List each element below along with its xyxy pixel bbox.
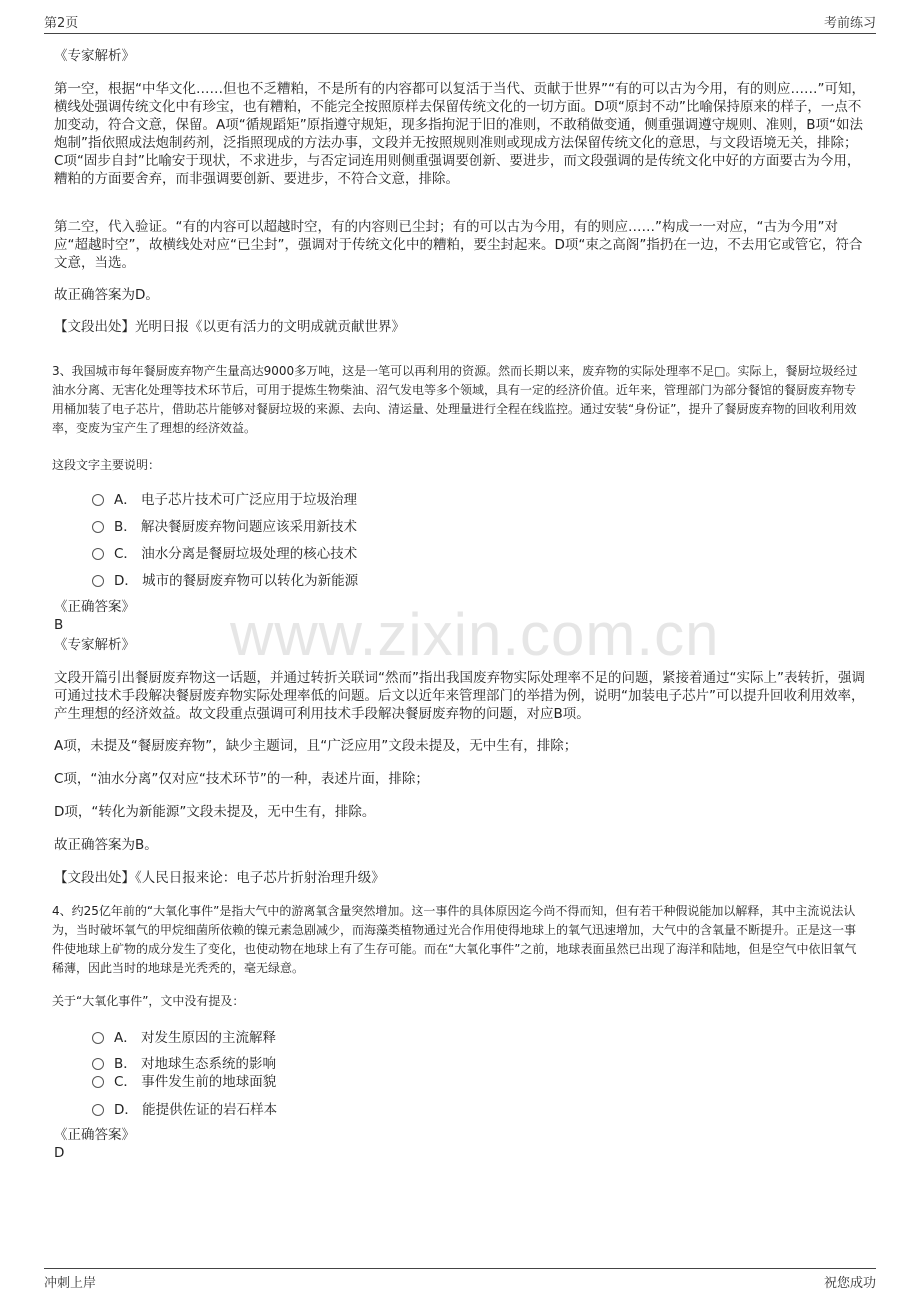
- passage-source: 【文段出处】《人民日报来论：电子芯片折射治理升级》: [54, 870, 385, 886]
- radio-icon[interactable]: [92, 1076, 104, 1088]
- footer-right-text: 祝您成功: [823, 1276, 876, 1291]
- analysis-paragraph: 第二空，代入验证。“有的内容可以超越时空，有的内容则已尘封；有的可以古为今用，有的则应……”构成一一对应，“古为今用”对应“超越时空”，故横线处对应“已尘封”，强调对于传统文化中的糟粕，要尘封起来。D项“束之高阁”指扔在一边，不去用它或管它，符合文意，当选。: [54, 219, 863, 271]
- answer-label: 《正确答案》: [54, 599, 135, 615]
- question-prompt: 关于“大氧化事件”，文中没有提及：: [52, 994, 245, 1008]
- option-c[interactable]: C． 油水分离是餐厨垃圾处理的核心技术: [92, 541, 358, 563]
- option-list: [54, 487, 358, 590]
- correct-answer: B: [54, 617, 64, 633]
- analysis-paragraph: 文段开篇引出餐厨废弃物这一话题，并通过转折关联词“然而”指出我国废弃物实际处理率不足的问题，紧接着通过“实际上”表转折，强调可通过技术手段解决餐厨废弃物实际处理率低的问题。后文以近年来管理部门的举措为例，说明“加装电子芯片”可以提升回收利用效率，产生理想的经济效益。故文段重点强调可利用技术手段解决餐厨废弃物的问题，对应B项。: [54, 670, 865, 722]
- radio-icon[interactable]: [92, 575, 104, 587]
- option-list: [54, 1025, 277, 1119]
- watermark: www.zixin.com.cn: [230, 601, 720, 668]
- question-stem: 3、我国城市每年餐厨废弃物产生量高达9000多万吨，这是一笔可以再利用的资源。然而长期以来，废弃物的实际处理率不足□。实际上，餐厨垃圾经过油水分离、无害化处理等技术环节后，可用于提炼生物柴油、沼气发电等多个领域，具有一定的经济价值。近年来，管理部门为部分餐馆的餐厨废弃物专用桶加装了电子芯片，借助芯片能够对餐厨垃圾的来源、去向、清运量、处理量进行全程在线监控。通过安装“身份证”，提升了餐厨废弃物的回收利用效率，变废为宝产生了理想的经济效益。: [52, 364, 858, 435]
- option-b[interactable]: B． 解决餐厨废弃物问题应该采用新技术: [92, 514, 358, 536]
- header-title: 考前练习: [823, 16, 876, 31]
- question-prompt: 这段文字主要说明：: [52, 458, 161, 472]
- option-a[interactable]: A． 电子芯片技术可广泛应用于垃圾治理: [92, 487, 358, 509]
- option-a[interactable]: A． 对发生原因的主流解释: [92, 1025, 277, 1047]
- footer-left-text: 冲刺上岸: [44, 1276, 97, 1291]
- answer-label: 《正确答案》: [54, 1127, 135, 1143]
- analysis-option-a: A项，未提及“餐厨废弃物”，缺少主题词，且“广泛应用”文段未提及，无中生有，排除；: [54, 738, 578, 754]
- option-d[interactable]: D． 能提供佐证的岩石样本: [92, 1097, 277, 1119]
- option-d[interactable]: D． 城市的餐厨废弃物可以转化为新能源: [92, 568, 358, 590]
- analysis-option-d: D项，“转化为新能源”文段未提及，无中生有，排除。: [54, 804, 376, 820]
- radio-icon[interactable]: [92, 521, 104, 533]
- radio-icon[interactable]: [92, 1032, 104, 1044]
- analysis-label: 《专家解析》: [54, 48, 135, 64]
- page-header: [44, 12, 876, 32]
- page-number: 第2页: [44, 16, 79, 31]
- option-b[interactable]: B． 对地球生态系统的影响: [92, 1053, 277, 1071]
- radio-icon[interactable]: [92, 548, 104, 560]
- radio-icon[interactable]: [92, 494, 104, 506]
- analysis-option-c: C项，“油水分离”仅对应“技术环节”的一种，表述片面，排除；: [54, 771, 429, 787]
- radio-icon[interactable]: [92, 1104, 104, 1116]
- option-c[interactable]: C． 事件发生前的地球面貌: [92, 1071, 277, 1089]
- radio-icon[interactable]: [92, 1058, 104, 1070]
- footer-divider: [44, 1268, 876, 1269]
- page-footer: [44, 1272, 876, 1292]
- passage-source: 【文段出处】光明日报《以更有活力的文明成就贡献世界》: [54, 319, 405, 335]
- correct-answer: D: [54, 1145, 65, 1161]
- analysis-paragraph: 第一空，根据“中华文化……但也不乏糟粕，不是所有的内容都可以复活于当代、贡献于世界”“有的可以古为今用，有的则应……”可知，横线处强调传统文化中有珍宝，也有糟粕，不能完全按照原样去保留传统文化的一切方面。D项“原封不动”比喻保持原来的样子，一点不加变动，符合文意，保留。A项“循规蹈矩”原指遵守规矩，现多指拘泥于旧的准则，不敢稍做变通，侧重强调遵守规则、准则，B项“如法炮制”指依照成法炮制药剂，泛指照现成的方法办事，文段并无按照规则准则或现成方法保留传统文化的意思，与文段语境无关，排除；C项“固步自封”比喻安于现状，不求进步，与否定词连用则侧重强调要创新、要进步，而文段强调的是传统文化中好的方面要古为今用，糟粕的方面要舍弃，而非强调要创新、要进步，不符合文意，排除。: [54, 81, 865, 187]
- analysis-label: 《专家解析》: [54, 637, 135, 653]
- header-divider: [44, 33, 876, 34]
- answer-conclusion: 故正确答案为B。: [54, 837, 158, 853]
- answer-conclusion: 故正确答案为D。: [54, 287, 159, 303]
- question-stem: 4、约25亿年前的“大氧化事件”是指大气中的游离氧含量突然增加。这一事件的具体原因迄今尚不得而知，但有若干种假说能加以解释，其中主流说法认为，当时破坏氧气的甲烷细菌所依赖的镍元素急剧减少，而海藻类植物通过光合作用使得地球上的氧气迅速增加，大气中的含氧量不断提升。正是这一事件使地球上矿物的成分发生了变化，也使动物在地球上有了生存可能。而在“大氧化事件”之前，地球表面虽然已出现了海洋和陆地，但是空气中依旧氧气稀薄，因此当时的地球是光秃秃的，毫无绿意。: [52, 904, 857, 975]
